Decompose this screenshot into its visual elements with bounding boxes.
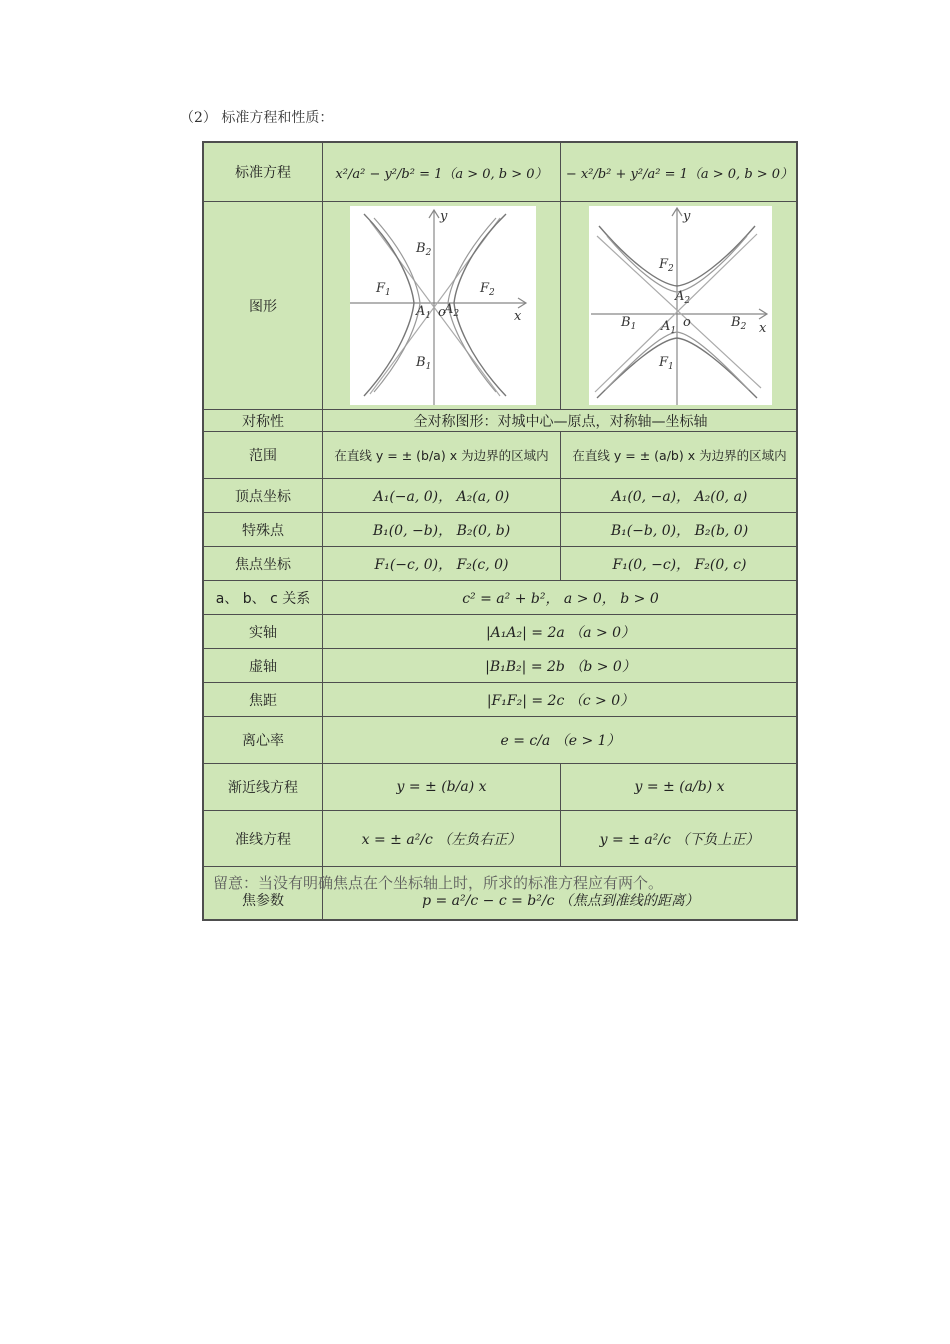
row-label-real-axis: 实轴 xyxy=(204,615,323,649)
foci-left: F₁(−c, 0)， F₂(c, 0) xyxy=(323,547,561,581)
row-label-foci: 焦点坐标 xyxy=(204,547,323,581)
focus-f2-label: $F_2$ xyxy=(659,257,674,274)
focal-distance-value: |F₁F₂| = 2c （c > 0） xyxy=(323,683,798,717)
row-label-standard-equation: 标准方程 xyxy=(204,143,323,202)
symmetry-value: 全对称图形：对城中心—原点，对称轴—坐标轴 xyxy=(323,410,798,432)
note-text: 留意：当没有明确焦点在个坐标轴上时，所求的标准方程应有两个。 xyxy=(213,874,664,892)
range-left: 在直线 y = ± (b/a) x 为边界的区域内 xyxy=(323,432,561,479)
graph-cell-right xyxy=(561,202,798,410)
row-label-symmetry: 对称性 xyxy=(204,410,323,432)
eccentricity-value: e = c/a （e > 1） xyxy=(323,717,798,764)
row-label-eccentricity: 离心率 xyxy=(204,717,323,764)
row-label-graph: 图形 xyxy=(204,202,323,410)
abc-relation-value: c² = a² + b²， a > 0， b > 0 xyxy=(323,581,798,615)
vertex-a2-label: $A_2$ xyxy=(444,302,460,319)
vertex-a2-label: $A_2$ xyxy=(675,289,691,306)
equation-x-axis: x²/a² − y²/b² = 1（a > 0, b > 0） xyxy=(323,143,561,202)
imaginary-axis-value: |B₁B₂| = 2b （b > 0） xyxy=(323,649,798,683)
asymptote-line xyxy=(597,236,761,388)
point-b1-label: $B_1$ xyxy=(416,355,432,372)
row-label-directrix: 准线方程 xyxy=(204,811,323,867)
row-label-focal-parameter: 焦参数 xyxy=(204,867,323,919)
x-axis-label: x xyxy=(759,321,767,336)
row-label-focal-distance: 焦距 xyxy=(204,683,323,717)
origin-label: o xyxy=(438,305,446,320)
directrix-left: x = ± a²/c （左负右正） xyxy=(323,811,561,867)
special-points-right: B₁(−b, 0)， B₂(b, 0) xyxy=(561,513,798,547)
graph-cell-left xyxy=(323,202,561,410)
real-axis-value: |A₁A₂| = 2a （a > 0） xyxy=(323,615,798,649)
y-axis-label: y xyxy=(683,209,691,224)
point-b2-label: $B_2$ xyxy=(416,241,432,258)
row-label-abc-relation: a、 b、 c 关系 xyxy=(204,581,323,615)
directrix-right: y = ± a²/c （下负上正） xyxy=(561,811,798,867)
row-label-range: 范围 xyxy=(204,432,323,479)
origin-label: o xyxy=(683,315,691,330)
special-points-left: B₁(0, −b)， B₂(0, b) xyxy=(323,513,561,547)
asymptotes-right: y = ± (a/b) x xyxy=(561,764,798,811)
asymptotes-left: y = ± (b/a) x xyxy=(323,764,561,811)
row-label-asymptotes: 渐近线方程 xyxy=(204,764,323,811)
point-b1-label: $B_1$ xyxy=(621,315,637,332)
vertex-a1-label: $A_1$ xyxy=(661,319,677,336)
row-label-imaginary-axis: 虚轴 xyxy=(204,649,323,683)
point-b2-label: $B_2$ xyxy=(731,315,747,332)
hyperbola-properties-table xyxy=(202,141,798,921)
x-axis-label: x xyxy=(514,309,522,324)
hyperbola-right-branch-outline xyxy=(448,218,496,392)
focus-f1-label: $F_1$ xyxy=(659,355,674,372)
hyperbola-graph-x-axis xyxy=(350,206,536,405)
vertex-a1-label: $A_1$ xyxy=(416,304,432,321)
focal-parameter-value: p = a²/c − c = b²/c （焦点到准线的距离） xyxy=(422,893,699,909)
row-label-vertices: 顶点坐标 xyxy=(204,479,323,513)
section-heading: （2） 标准方程和性质： xyxy=(180,110,334,126)
asymptote-line xyxy=(595,234,757,392)
y-axis-label: y xyxy=(440,209,448,224)
vertices-left: A₁(−a, 0)， A₂(a, 0) xyxy=(323,479,561,513)
equation-y-axis: − x²/b² + y²/a² = 1（a > 0, b > 0） xyxy=(561,143,798,202)
range-right: 在直线 y = ± (a/b) x 为边界的区域内 xyxy=(561,432,798,479)
focus-f2-label: $F_2$ xyxy=(480,281,495,298)
hyperbola-graph-y-axis xyxy=(589,206,772,405)
foci-right: F₁(0, −c)， F₂(0, c) xyxy=(561,547,798,581)
focus-f1-label: $F_1$ xyxy=(376,281,391,298)
vertices-right: A₁(0, −a)， A₂(0, a) xyxy=(561,479,798,513)
asymptote-line xyxy=(370,221,500,396)
row-label-special-points: 特殊点 xyxy=(204,513,323,547)
